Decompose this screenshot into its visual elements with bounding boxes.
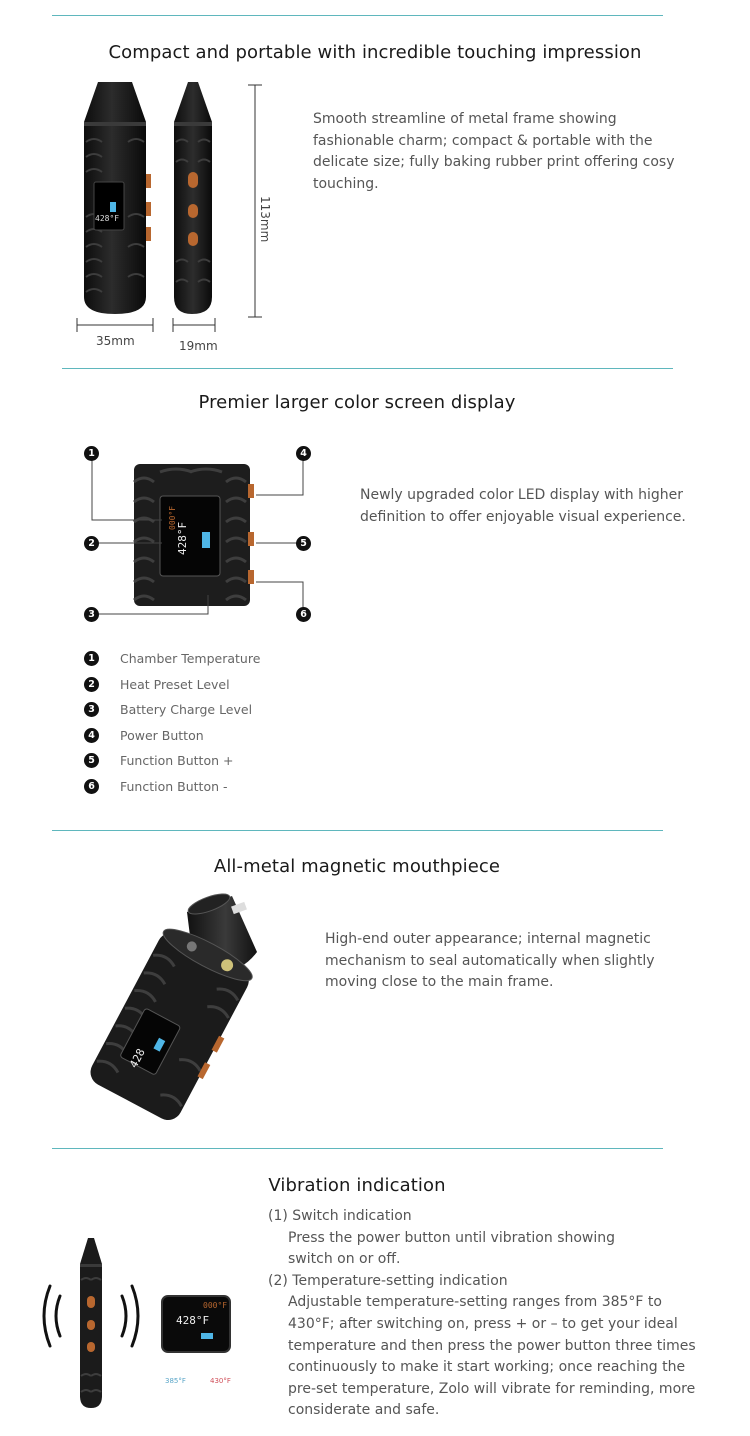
section-title-compact: Compact and portable with incredible touching impression <box>108 42 642 63</box>
compact-description: Smooth streamline of metal frame showing fashionable charm; compact & portable with the delicate size; fully baking rubber print offering cosy touching. <box>313 111 675 192</box>
width-side-dimension-line <box>172 316 218 336</box>
device-side-illustration <box>170 82 220 322</box>
callout-marker-4: 4 <box>296 446 311 461</box>
legend-label: Function Button + <box>120 752 234 768</box>
legend-label: Function Button - <box>120 778 228 794</box>
screen-description: Newly upgraded color LED display with higher definition to offer enjoyable visual experience. <box>360 487 686 525</box>
section-title-vibration: Vibration indication <box>268 1175 446 1196</box>
width-side-label: 19mm <box>179 339 218 353</box>
vibration-description <box>268 1206 718 1422</box>
callout-marker-2: 2 <box>84 536 99 551</box>
switch-indication-body: Press the power button until vibration showing switch on or off. <box>288 1229 616 1268</box>
legend-item <box>84 776 228 796</box>
scale-max-label: 430°F <box>210 1377 231 1385</box>
legend-item <box>84 648 260 668</box>
device-front-illustration <box>74 82 156 322</box>
legend-item <box>84 699 252 719</box>
legend-number: 1 <box>84 651 99 666</box>
legend-label: Chamber Temperature <box>120 650 261 666</box>
legend-number: 3 <box>84 702 99 717</box>
legend-number: 4 <box>84 728 99 743</box>
callout-marker-6: 6 <box>296 607 311 622</box>
section-title-screen: Premier larger color screen display <box>198 392 516 413</box>
temperature-indication-title: (2) Temperature-setting indication <box>268 1272 508 1289</box>
switch-indication-title: (1) Switch indication <box>268 1208 412 1224</box>
divider-top <box>52 15 663 16</box>
callout-lines <box>80 445 320 625</box>
legend-item <box>84 725 204 745</box>
vibration-screen-temp-text: 428°F <box>176 1314 210 1327</box>
height-label: 113mm <box>258 196 272 243</box>
mouthpiece-description: High-end outer appearance; internal magnetic mechanism to seal automatically when slightly moving close to the main frame. <box>325 931 655 990</box>
front-screen-text: 428°F <box>95 214 120 223</box>
divider-screen <box>62 368 673 369</box>
mouthpiece-screen-text: 428 <box>127 1046 148 1071</box>
callout-marker-3: 3 <box>84 607 99 622</box>
legend-label: Heat Preset Level <box>120 676 230 692</box>
mouthpiece-illustration <box>72 892 272 1122</box>
legend-item <box>84 750 233 770</box>
temperature-indication-body: Adjustable temperature-setting ranges from 385°F to 430°F; after switching on, press + or – to get your ideal temperature and then press the power button three times continuously to make it start working; once reaching the pre-set temperature, Zolo will vibrate for reminding, more considerate and safe. <box>288 1294 696 1419</box>
temperature-scale <box>172 1362 228 1378</box>
width-front-dimension-line <box>76 316 156 336</box>
callout-marker-1: 1 <box>84 446 99 461</box>
divider-vibration <box>52 1148 663 1149</box>
legend-label: Battery Charge Level <box>120 701 253 717</box>
legend-number: 6 <box>84 779 99 794</box>
legend-number: 2 <box>84 677 99 692</box>
width-front-label: 35mm <box>96 334 135 348</box>
divider-mouthpiece <box>52 830 663 831</box>
legend-item <box>84 674 230 694</box>
legend-number: 5 <box>84 753 99 768</box>
legend-label: Power Button <box>120 727 204 743</box>
section-title-mouthpiece: All-metal magnetic mouthpiece <box>213 856 501 877</box>
scale-min-label: 385°F <box>165 1377 186 1385</box>
vibrating-device-illustration <box>46 1236 136 1412</box>
closeup-screen-top-text: 000°F <box>168 505 177 530</box>
closeup-screen-temp-text: 428°F <box>176 521 189 555</box>
vibration-screen-top-text: 000°F <box>203 1301 228 1310</box>
callout-marker-5: 5 <box>296 536 311 551</box>
